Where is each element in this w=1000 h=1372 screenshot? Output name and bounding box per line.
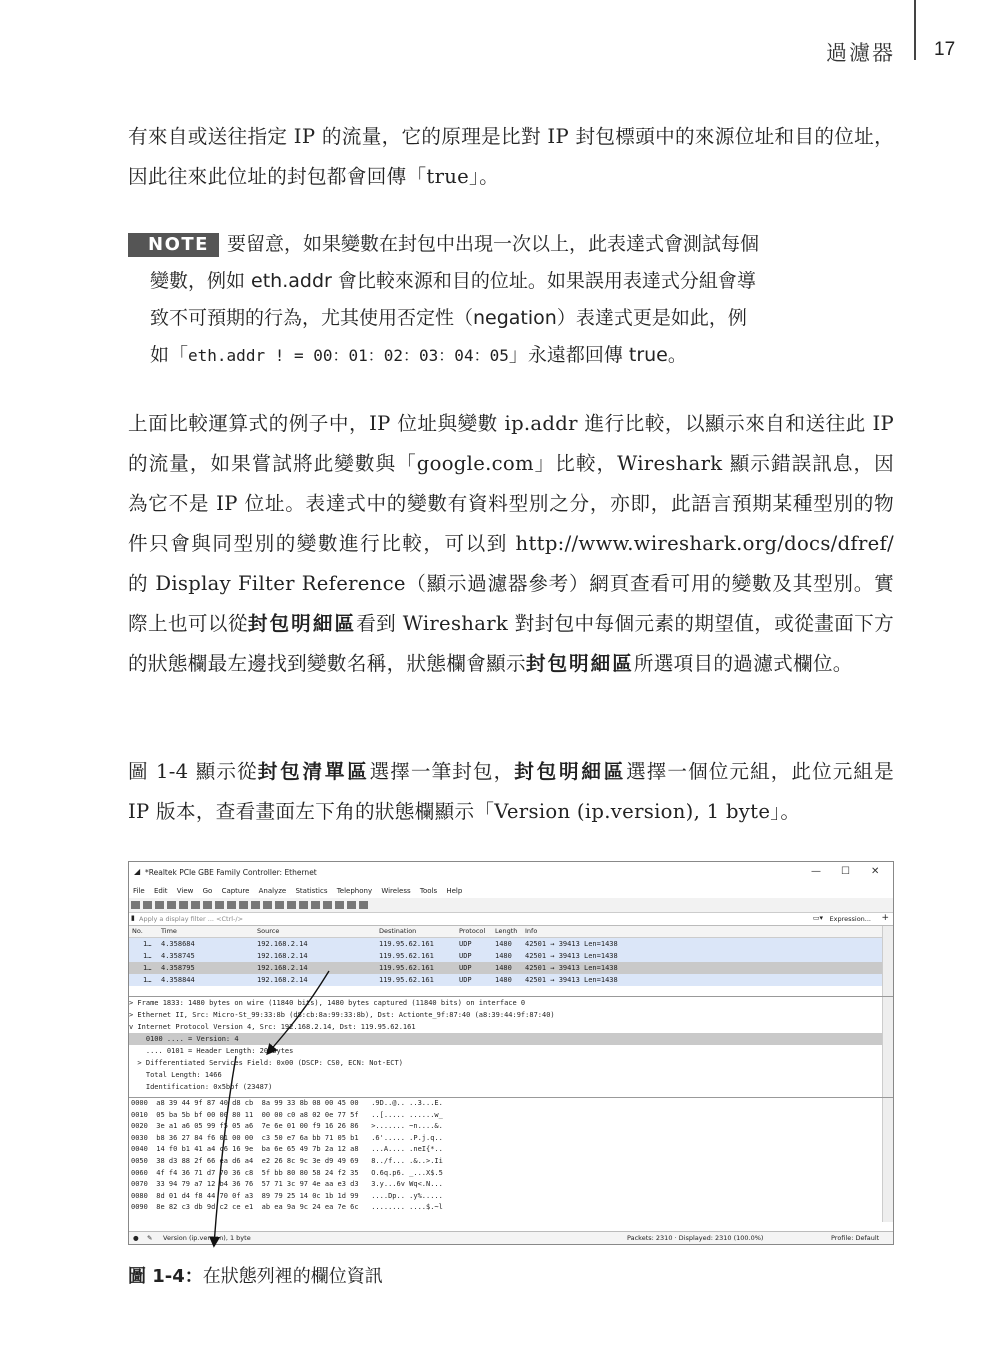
paragraph-3-text-3: 選擇一個位元組，此位元組是 IP 版本，查看畫面左下角的狀態欄顯示「Version (ip.version), 1 byte」。	[128, 760, 894, 823]
term-packet-details: 封包明細區	[247, 612, 357, 635]
detail-line[interactable]: Total Length: 1466	[129, 1071, 222, 1079]
packet-destination: 119.95.62.161	[379, 964, 434, 972]
packet-row[interactable]	[129, 950, 893, 962]
detail-line[interactable]: > Ethernet II, Src: Micro-St_99:33:8b (d8:cb:8a:99:33:8b), Dst: Actionte_9f:87:40 (a8:39:44:9f:87:40)	[129, 1011, 555, 1019]
packet-destination: 119.95.62.161	[379, 952, 434, 960]
expert-info-icon[interactable]: ●	[133, 1234, 139, 1242]
shark-fin-icon: ◢	[134, 867, 141, 876]
stop-capture-icon[interactable]	[143, 901, 152, 909]
packet-time: 4.358844	[161, 976, 195, 984]
detail-line[interactable]: > Frame 1833: 1480 bytes on wire (11840 bits), 1480 bytes captured (11840 bits) on interface 0	[129, 999, 526, 1007]
packet-destination: 119.95.62.161	[379, 976, 434, 984]
colorize-icon[interactable]	[311, 901, 320, 909]
resize-columns-icon[interactable]	[359, 901, 368, 909]
goto-packet-icon[interactable]	[263, 901, 272, 909]
packet-info: 42501 → 39413 Len=1438	[525, 940, 618, 948]
note-code: eth.addr ! = 00：01：02：03：04：05	[188, 346, 509, 365]
col-destination[interactable]: Destination	[379, 927, 417, 935]
packet-row[interactable]	[129, 974, 893, 986]
packet-no: 1…	[143, 952, 152, 960]
packet-source: 192.168.2.14	[257, 940, 308, 948]
packet-protocol: UDP	[459, 964, 472, 972]
packet-info: 42501 → 39413 Len=1438	[525, 952, 618, 960]
zoom-reset-icon[interactable]	[347, 901, 356, 909]
packet-source: 192.168.2.14	[257, 976, 308, 984]
note-line-4-post: 」永遠都回傳 true。	[508, 344, 687, 366]
detail-line[interactable]: v Internet Protocol Version 4, Src: 192.168.2.14, Dst: 119.95.62.161	[129, 1023, 416, 1031]
detail-line[interactable]: Identification: 0x5bbf (23487)	[129, 1083, 273, 1091]
term-packet-details-3: 封包明細區	[514, 760, 627, 783]
save-file-icon[interactable]	[191, 901, 200, 909]
term-packet-details-2: 封包明細區	[525, 652, 634, 675]
packet-row-selected[interactable]	[129, 962, 893, 974]
forward-icon[interactable]	[251, 901, 260, 909]
paragraph-2-text-1: 上面比較運算式的例子中，IP 位址與變數 ip.addr 進行比較，以顯示來自和送往此 IP 的流量，如果嘗試將此變數與「google.com」比較，Wireshark 顯示錯誤訊息，因為它不是 IP 位址。表達式中的變數有資料型別之分，亦即，此語言預期某種型別的物件只會與同型別的變數進行比較，可以到 http://www.wireshark.org/docs/dfref/ 的 Display Filter Reference（顯示過濾器參考）網頁查看可用的變數及其型別。實際上也可以從	[128, 412, 894, 635]
packet-length: 1480	[495, 952, 512, 960]
packet-source: 192.168.2.14	[257, 964, 308, 972]
autoscroll-icon[interactable]	[299, 901, 308, 909]
detail-line[interactable]: .... 0101 = Header Length: 20 bytes	[129, 1047, 294, 1055]
reload-icon[interactable]	[215, 901, 224, 909]
filter-apply-icon[interactable]: ▭▾	[812, 914, 823, 922]
packet-no: 1…	[143, 976, 152, 984]
detail-line-selected[interactable]: 0100 .... = Version: 4	[129, 1033, 893, 1045]
display-filter-bar[interactable]	[129, 913, 893, 926]
paragraph-3-text-1: 圖 1-4 顯示從	[128, 760, 258, 783]
packet-source: 192.168.2.14	[257, 952, 308, 960]
note-box	[128, 226, 858, 374]
menu-help[interactable]: Help	[446, 887, 463, 895]
running-header-title: 過濾器	[826, 41, 895, 65]
restart-capture-icon[interactable]	[155, 901, 164, 909]
paragraph-3-text-2: 選擇一筆封包，	[369, 760, 515, 783]
status-packet-count: Packets: 2310 · Displayed: 2310 (100.0%)	[627, 1234, 764, 1242]
status-profile[interactable]: Profile: Default	[831, 1234, 880, 1242]
bytes-line[interactable]: 0010 05 ba 5b bf 00 00 80 11 00 00 c0 a8 02 0e 77 5f ..[..... ......w_	[131, 1110, 443, 1119]
term-packet-list: 封包清單區	[257, 760, 370, 783]
status-field-info: Version (ip.version), 1 byte	[163, 1234, 251, 1242]
packet-bytes-pane	[129, 1098, 893, 1222]
start-capture-icon[interactable]	[131, 901, 140, 909]
col-no[interactable]: No.	[132, 927, 143, 935]
packet-length: 1480	[495, 976, 512, 984]
menu-telephony[interactable]: Telephony	[336, 887, 373, 895]
menu-tools[interactable]: Tools	[419, 887, 438, 895]
figure-number: 圖 1-4：	[128, 1266, 203, 1287]
menu-file[interactable]: File	[133, 887, 145, 895]
paragraph-2	[128, 404, 894, 684]
find-icon[interactable]	[227, 901, 236, 909]
figure-caption	[128, 1262, 383, 1288]
figure-caption-text: 在狀態列裡的欄位資訊	[202, 1266, 383, 1287]
bookmark-icon[interactable]: ▮	[131, 914, 135, 922]
note-line-2: 變數，例如 eth.addr 會比較來源和目的位址。如果誤用表達式分組會導	[150, 270, 756, 292]
packet-list-header	[129, 926, 893, 938]
packet-info: 42501 → 39413 Len=1438	[525, 964, 618, 972]
add-filter-button[interactable]: +	[881, 913, 889, 923]
bytes-line[interactable]: 0030 b8 36 27 84 f6 01 00 00 c3 50 e7 6a bb 71 05 b1 .6'..... .P.j.q..	[131, 1133, 443, 1142]
back-icon[interactable]	[239, 901, 248, 909]
packet-list-scrollbar[interactable]	[882, 926, 893, 996]
display-filter-input[interactable]: Apply a display filter ... <Ctrl-/>	[139, 915, 244, 923]
header-divider	[914, 0, 916, 60]
packet-no: 1…	[143, 940, 152, 948]
menu-go[interactable]: Go	[202, 887, 213, 895]
packet-length: 1480	[495, 940, 512, 948]
packet-info: 42501 → 39413 Len=1438	[525, 976, 618, 984]
zoom-in-icon[interactable]	[323, 901, 332, 909]
page-number: 17	[934, 39, 956, 60]
col-length[interactable]: Length	[495, 927, 518, 935]
close-file-icon[interactable]	[203, 901, 212, 909]
status-bar	[129, 1231, 893, 1244]
bytes-line[interactable]: 0020 3e a1 a6 05 99 f5 05 a6 7e 6e 01 00 f9 16 26 86 >....... ~n....&.	[131, 1122, 443, 1131]
note-line-1: 要留意，如果變數在封包中出現一次以上，此表達式會測試每個	[226, 233, 759, 255]
packet-no: 1…	[143, 964, 152, 972]
paragraph-1: 有來自或送往指定 IP 的流量，它的原理是比對 IP 封包標頭中的來源位址和目的位址，因此往來此位址的封包都會回傳「true」。	[128, 125, 894, 188]
packet-list-pane	[129, 926, 893, 997]
menu-edit[interactable]: Edit	[153, 887, 168, 895]
packet-protocol: UDP	[459, 940, 472, 948]
bytes-line[interactable]: 0090 8e 82 c3 db 9d c2 ce e1 ab ea 9a 9c 24 ea 7e 6c ........ ....$.~l	[131, 1203, 443, 1212]
minimize-button[interactable]: —	[811, 866, 821, 877]
window-title: *Realtek PCIe GBE Family Controller: Ethernet	[145, 868, 317, 877]
packet-details-pane	[129, 997, 893, 1098]
packet-destination: 119.95.62.161	[379, 940, 434, 948]
note-badge: NOTE	[128, 233, 219, 257]
col-time[interactable]: Time	[161, 927, 177, 935]
packet-length: 1480	[495, 964, 512, 972]
paragraph-2-text-2: 看到 Wireshark 對封包中每個元素的期望值，或從畫面下方的狀態欄最左邊找到變數名稱，狀態欄會顯示	[128, 612, 894, 675]
capture-options-icon[interactable]	[167, 901, 176, 909]
close-button[interactable]: ✕	[871, 866, 880, 877]
menu-wireless[interactable]: Wireless	[381, 887, 411, 895]
menu-view[interactable]: View	[176, 887, 194, 895]
maximize-button[interactable]: ☐	[841, 866, 850, 877]
packet-row[interactable]	[129, 938, 893, 950]
wireshark-screenshot	[128, 861, 894, 1245]
packet-time: 4.358745	[161, 952, 195, 960]
first-packet-icon[interactable]	[275, 901, 284, 909]
edit-comment-icon[interactable]: ✎	[147, 1234, 153, 1242]
bytes-line[interactable]: 0050 38 d3 88 2f 66 ea d6 a4 e2 26 8c 9c 3e d9 49 69 8../f... .&..>.Ii	[131, 1156, 443, 1165]
zoom-out-icon[interactable]	[335, 901, 344, 909]
menu-analyze[interactable]: Analyze	[258, 887, 287, 895]
bytes-line[interactable]: 0060 4f f4 36 71 d7 70 36 c8 5f bb 80 80 58 24 f2 35 O.6q.p6. _...X$.5	[131, 1168, 443, 1177]
col-info[interactable]: Info	[525, 927, 538, 935]
paragraph-2-text-3: 所選項目的過濾式欄位。	[633, 652, 853, 675]
bytes-line[interactable]: 0040 14 f0 b1 41 a4 c6 16 9e ba 6e 65 49 7b 2a 12 a8 ...A.... .neI{*..	[131, 1145, 443, 1154]
paragraph-3	[128, 752, 894, 832]
bytes-line[interactable]: 0080 8d 01 d4 f8 44 70 0f a3 89 79 25 14 0c 1b 1d 99 ....Dp.. .y%.....	[131, 1191, 443, 1200]
bytes-line[interactable]: 0000 a8 39 44 9f 87 40 d8 cb 8a 99 33 8b 08 00 45 00 .9D..@.. ..3...E.	[131, 1099, 443, 1107]
bytes-scrollbar[interactable]	[882, 1098, 893, 1222]
detail-line[interactable]: > Differentiated Services Field: 0x00 (DSCP: CS0, ECN: Not-ECT)	[129, 1059, 403, 1067]
note-line-3: 致不可預期的行為，尤其使用否定性（negation）表達式更是如此，例	[150, 307, 747, 329]
expression-button[interactable]: Expression...	[829, 915, 871, 923]
menu-statistics[interactable]: Statistics	[295, 887, 328, 895]
open-file-icon[interactable]	[179, 901, 188, 909]
note-line-4	[128, 337, 858, 374]
packet-protocol: UDP	[459, 976, 472, 984]
note-line-4-pre: 如「	[150, 344, 189, 366]
col-source[interactable]: Source	[257, 927, 280, 935]
details-scrollbar[interactable]	[882, 997, 893, 1097]
menu-capture[interactable]: Capture	[221, 887, 250, 895]
last-packet-icon[interactable]	[287, 901, 296, 909]
window-titlebar	[129, 862, 893, 884]
main-toolbar	[129, 898, 893, 913]
menu-bar	[129, 884, 893, 898]
bytes-line[interactable]: 0070 33 94 79 a7 12 b4 36 76 57 71 3c 97 4e aa e3 d3 3.y...6v Wq<.N...	[131, 1180, 443, 1189]
packet-time: 4.358684	[161, 940, 195, 948]
col-protocol[interactable]: Protocol	[459, 927, 486, 935]
packet-protocol: UDP	[459, 952, 472, 960]
packet-time: 4.358795	[161, 964, 195, 972]
